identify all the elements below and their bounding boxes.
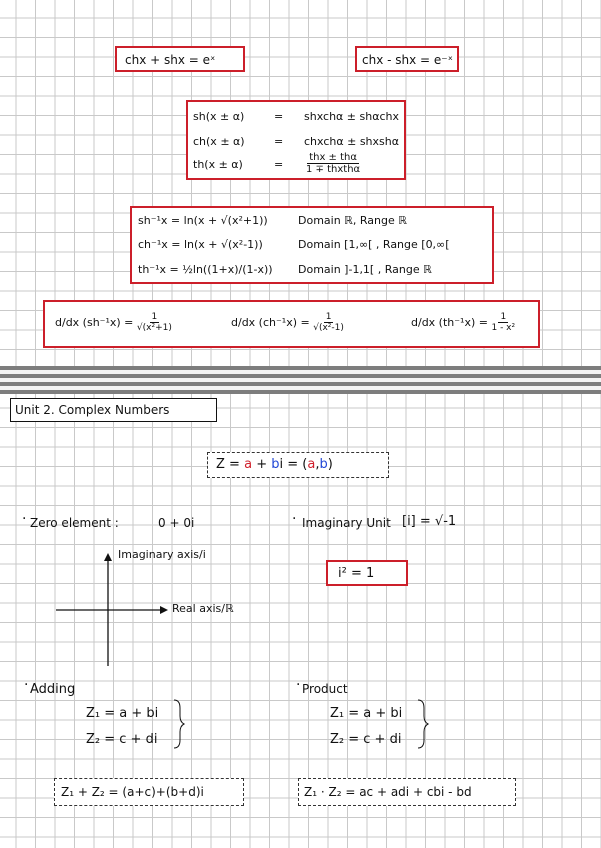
z-real-part: a — [244, 457, 253, 472]
bullet: · — [296, 677, 301, 693]
imaginary-unit-label: Imaginary Unit — [302, 516, 391, 530]
derivatives-box — [43, 300, 540, 348]
z-plus: + — [256, 457, 268, 472]
identity-sum-box — [115, 46, 245, 72]
zero-element-value: 0 + 0i — [158, 516, 195, 530]
adding-z1: Z₁ = a + bi — [86, 706, 159, 721]
th-addition-lhs: th(x ± α) — [193, 158, 243, 171]
inverse-functions-box — [130, 206, 494, 284]
z-pair-b: b — [319, 457, 328, 472]
d-arch-lhs: d/dx (ch⁻¹x) = — [231, 316, 310, 329]
th-addition-denominator: 1 ∓ thxthα — [306, 164, 361, 175]
ch-addition-lhs: ch(x ± α) — [193, 135, 245, 148]
ch-addition-rhs: chxchα ± shxshα — [304, 135, 399, 148]
separator-line — [0, 366, 601, 370]
real-axis-label: Real axis/ℝ — [172, 602, 234, 615]
d-arch — [231, 312, 344, 333]
i-squared-box — [326, 560, 408, 586]
unit-title: Unit 2. Complex Numbers — [15, 403, 170, 417]
sh-addition-rhs: shxchα ± shαchx — [304, 110, 399, 123]
product-brace — [418, 700, 428, 748]
separator-line — [0, 382, 601, 386]
d-arth-num: 1 — [500, 312, 507, 322]
z-pair-comma: , — [315, 457, 320, 472]
imaginary-unit-value: [i] = √-1 — [402, 514, 457, 529]
identity-diff: chx - shx = e⁻ˣ — [362, 53, 453, 67]
z-i: i — [279, 457, 284, 472]
product-z1: Z₁ = a + bi — [330, 706, 403, 721]
th-addition-eq: = — [274, 158, 284, 171]
sh-addition-lhs: sh(x ± α) — [193, 110, 245, 123]
adding-result-box — [54, 778, 244, 806]
d-arch-num: 1 — [325, 312, 332, 322]
product-z2: Z₂ = c + di — [330, 732, 402, 747]
product-result-box — [298, 778, 516, 806]
unit-title-box — [10, 398, 217, 422]
d-arsh — [55, 312, 172, 333]
adding-title: Adding — [30, 682, 76, 697]
i-squared: i² = 1 — [338, 566, 375, 581]
th-addition-fraction — [306, 152, 360, 175]
bullet: · — [24, 677, 29, 693]
z-symbol: Z = — [216, 457, 240, 472]
section-separator — [0, 366, 601, 394]
product-title: Product — [302, 682, 348, 696]
product-result: Z₁ · Z₂ = ac + adi + cbi - bd — [304, 785, 472, 799]
arsh-domain: Domain ℝ, Range ℝ — [298, 214, 407, 227]
z-pair-a: a — [307, 457, 316, 472]
z-pair-open: = ( — [287, 457, 308, 472]
bullet: · — [22, 511, 27, 527]
adding-result: Z₁ + Z₂ = (a+c)+(b+d)i — [61, 785, 204, 799]
zero-element-label: Zero element : — [30, 516, 119, 530]
d-arth — [411, 312, 515, 333]
bullet: · — [292, 511, 297, 527]
sh-addition-eq: = — [274, 110, 284, 123]
arsh-formula: sh⁻¹x = ln(x + √(x²+1)) — [138, 214, 268, 227]
imaginary-axis-arrow — [104, 553, 112, 561]
z-pair-close: ) — [327, 457, 333, 472]
addition-formulas-box — [186, 100, 406, 180]
identity-diff-box — [355, 46, 459, 72]
real-axis-arrow — [160, 606, 168, 614]
z-definition-box — [207, 452, 389, 478]
arch-domain: Domain [1,∞[ , Range [0,∞[ — [298, 238, 450, 251]
arth-domain: Domain ]-1,1[ , Range ℝ — [298, 263, 432, 276]
th-addition-numerator: thx ± thα — [309, 152, 357, 163]
separator-line — [0, 390, 601, 394]
identity-sum: chx + shx = eˣ — [125, 53, 216, 67]
z-imag-coef: b — [271, 457, 280, 472]
arth-formula: th⁻¹x = ½ln((1+x)/(1-x)) — [138, 263, 273, 276]
d-arsh-den: √(x²+1) — [136, 323, 172, 333]
d-arch-den: √(x²-1) — [313, 323, 344, 333]
separator-line — [0, 374, 601, 378]
d-arth-lhs: d/dx (th⁻¹x) = — [411, 316, 488, 329]
adding-brace — [174, 700, 184, 748]
d-arsh-num: 1 — [151, 312, 158, 322]
ch-addition-eq: = — [274, 135, 284, 148]
d-arsh-lhs: d/dx (sh⁻¹x) = — [55, 316, 134, 329]
z-definition — [216, 457, 333, 472]
adding-z2: Z₂ = c + di — [86, 732, 158, 747]
imaginary-axis-label: Imaginary axis/i — [118, 548, 206, 561]
arch-formula: ch⁻¹x = ln(x + √(x²-1)) — [138, 238, 263, 251]
d-arth-den: 1 - x² — [491, 323, 516, 333]
